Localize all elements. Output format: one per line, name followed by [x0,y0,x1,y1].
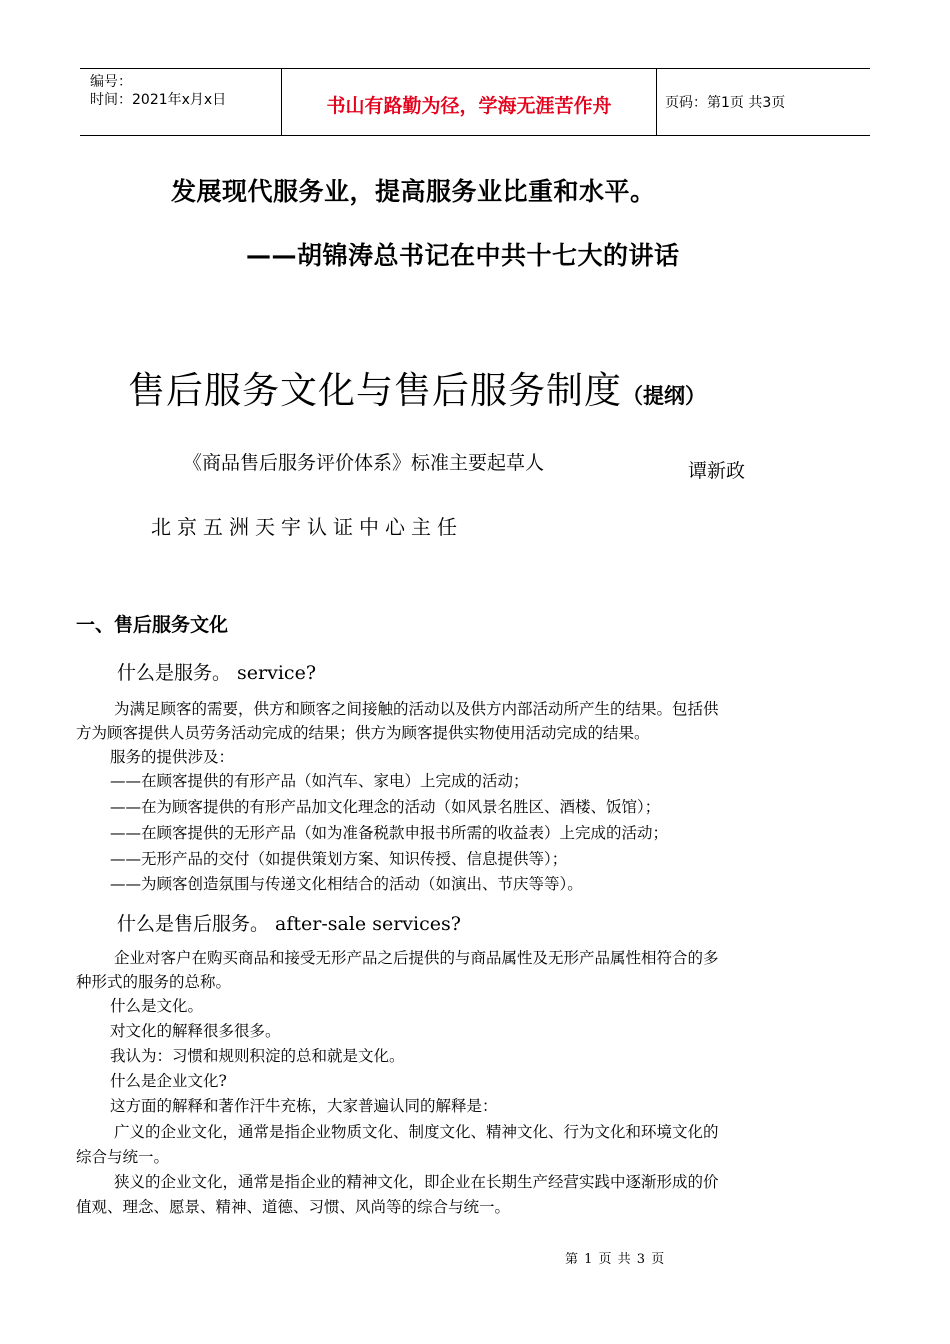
header-table [80,68,870,136]
quote-line-2: ——胡锦涛总书记在中共十七大的讲话 [246,241,680,270]
header-page-cell [657,69,870,135]
page-footer: 第 1 页 共 3 页 [565,1252,666,1267]
page-title-sub: （提纲） [622,384,706,408]
header-number-label: 编号： [90,74,132,90]
body-line: 什么是文化。 [110,997,204,1015]
broad-culture-line-2: 综合与统一。 [76,1148,170,1166]
service-definition-line-1: 为满足顾客的需要，供方和顾客之间接触的活动以及供方内部活动所产生的结果。包括供 [114,700,719,718]
service-provision-lead: 服务的提供涉及： [110,748,235,766]
header-motto: 书山有路勤为径，学海无涯苦作舟 [326,95,612,117]
body-line: 我认为：习惯和规则积淀的总和就是文化。 [110,1047,405,1065]
body-line: 什么是企业文化? [110,1072,227,1090]
author-org: 北京五洲天宇认证中心主任 [151,515,463,539]
header-time-label: 时间：2021年x月x日 [90,92,227,108]
header-motto-cell [282,69,657,135]
question-service: 什么是服务。 service? [117,662,316,684]
after-sale-definition-line-1: 企业对客户在购买商品和接受无形产品之后提供的与商品属性及无形产品属性相符合的多 [114,949,719,967]
author-role: 《商品售后服务评价体系》标准主要起草人 [183,452,545,474]
narrow-culture-line-1: 狭义的企业文化，通常是指企业的精神文化，即企业在长期生产经营实践中逐渐形成的价 [114,1173,719,1191]
question-after-sale: 什么是售后服务。 after-sale services? [117,913,461,935]
header-meta-cell [80,69,282,135]
author-name: 谭新政 [688,460,746,482]
page-title-main: 售后服务文化与售后服务制度 [128,369,622,412]
list-item: ——无形产品的交付（如提供策划方案、知识传授、信息提供等）； [110,850,568,868]
header-page-info: 页码：第1页 共3页 [665,95,786,111]
section-heading: 一、售后服务文化 [76,614,229,636]
narrow-culture-line-2: 值观、理念、愿景、精神、道德、习惯、风尚等的综合与统一。 [76,1198,511,1216]
page-title [128,360,706,414]
body-line: 对文化的解释很多很多。 [110,1022,281,1040]
list-item: ——为顾客创造氛围与传递文化相结合的活动（如演出、节庆等等）。 [110,875,583,893]
quote-line-1: 发展现代服务业，提高服务业比重和水平。 [171,177,656,206]
body-line: 这方面的解释和著作汗牛充栋，大家普遍认同的解释是： [110,1097,498,1115]
list-item: ——在为顾客提供的有形产品加文化理念的活动（如风景名胜区、酒楼、饭馆）； [110,798,661,816]
service-definition-line-2: 方为顾客提供人员劳务活动完成的结果；供方为顾客提供实物使用活动完成的结果。 [76,724,650,742]
list-item: ——在顾客提供的有形产品（如汽车、家电）上完成的活动； [110,772,529,790]
after-sale-definition-line-2: 种形式的服务的总称。 [76,973,232,991]
broad-culture-line-1: 广义的企业文化，通常是指企业物质文化、制度文化、精神文化、行为文化和环境文化的 [114,1123,719,1141]
list-item: ——在顾客提供的无形产品（如为准备税款申报书所需的收益表）上完成的活动； [110,824,669,842]
